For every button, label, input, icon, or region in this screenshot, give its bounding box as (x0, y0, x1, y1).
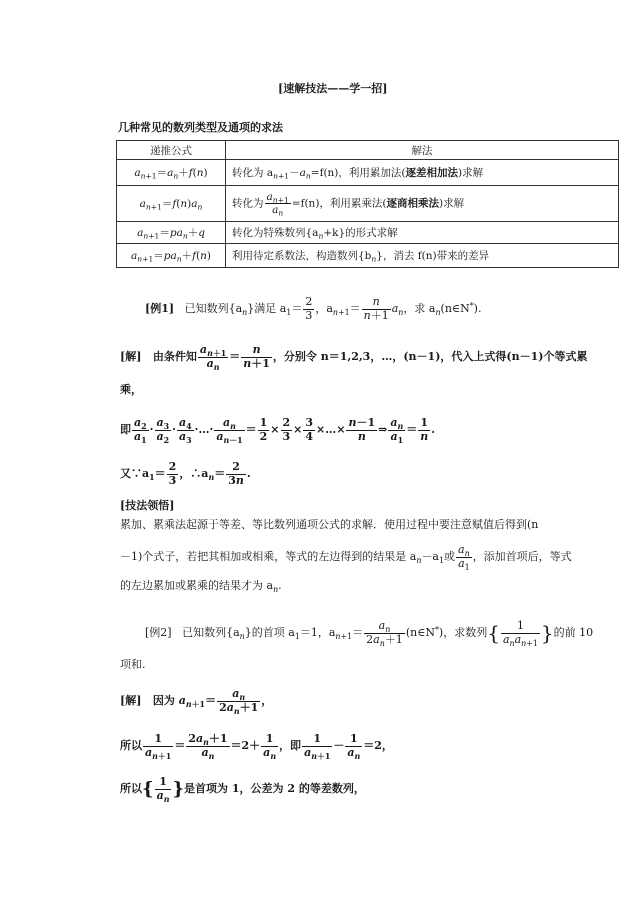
table-row (117, 186, 619, 222)
section-title: 几种常见的数列类型及通项的求法 (118, 121, 283, 134)
solution2-line2: 所以 $\frac{1}{a_{n+1}}$ ＝ $\frac{2a_n+1}{a_n}$ ＝2＋ $\frac{1}{a_n}$ ，即 $\frac{1}{a_{n+1}}$ － $\frac{1}{a_n}$ ＝2， (120, 732, 393, 761)
solution1-line2: 乘， (120, 383, 142, 396)
table-cell-method: 转化为 $\frac{a_{n+1}}{a_n}$ =f(n)，利用累乘法(逐商相乘法)求解 (226, 186, 619, 222)
tip-line2: －1)个式子，若把其相加或相乘，等式的左边得到的结果是 $a_n-a_1$或 $\frac{a_n}{a_1}$ ，添加首项后，等式 (120, 543, 572, 572)
table-cell-method: 利用待定系数法，构造数列$\{b_n\}$，消去 f(n)带来的差异 (226, 244, 619, 268)
tip-line3: 的左边累加或累乘的结果才为 $a_n$. (120, 579, 282, 594)
table-cell-formula: $a_{n+1}=pa_n+q$ (117, 222, 226, 244)
table-header-cell: 解法 (226, 141, 619, 160)
table-cell-formula: $a_{n+1}=pa_n+f(n)$ (117, 244, 226, 268)
page-header: [速解技法——学一招] (278, 82, 388, 95)
recurrence-table (116, 140, 619, 268)
table-header-cell: 递推公式 (117, 141, 226, 160)
solution1-line4: 又$\because a_1=$ $\frac{2}{3}$ ，$\therefore a_n=$ $\frac{2}{3n}$ . (120, 460, 251, 487)
table-row (117, 160, 619, 186)
tip-line1: 累加、累乘法起源于等差、等比数列通项公式的求解．使用过程中要注意赋值后得到(n (120, 518, 539, 531)
example2-line2: 项和. (120, 658, 146, 671)
table-row (117, 244, 619, 268)
table-row (117, 222, 619, 244)
table-header-row (117, 141, 619, 160)
example1-statement: [例1] 已知数列$\{a_n\}$满足 $a_1=$ $\frac{2}{3}$ ，$a_{n+1}=$ $\frac{n}{n+1}$ $a_n$，求 $a_n(n\in N^*)$. (145, 295, 482, 322)
table-cell-formula: $a_{n+1}=f(n)a_n$ (117, 186, 226, 222)
tip-title: [技法领悟] (120, 499, 175, 512)
table-cell-formula: $a_{n+1}=a_n+f(n)$ (117, 160, 226, 186)
solution1-line3: 即 $\frac{a_2}{a_1}$ · $\frac{a_3}{a_2}$ · $\frac{a_4}{a_3}$ ·…· $\frac{a_n}{a_{n-1}}$ ＝ $\frac{1}{2}$ × $\frac{2}{3}$ × $\frac{3}{4}$ ×…× $\frac{n-1}{n}$ ⇒ $\frac{a_n}{a_1}$ ＝ $\frac{1}{n}$ . (120, 416, 436, 445)
table-cell-method: 转化为特殊数列$\{a_n+k\}$的形式求解 (226, 222, 619, 244)
example2-statement: [例2] 已知数列$\{a_n\}$的首项 $a_1=1$，$a_{n+1}=$ $\frac{a_n}{2a_n+1}$ (n∈N*)，求数列{ $\frac{1}{a_na_{n+1}}$ }的前 10 (145, 619, 594, 648)
solution2-line3: 所以{ $\frac{1}{a_n}$ }是首项为 1，公差为 2 的等差数列， (120, 775, 365, 804)
table-cell-method: 转化为 $a_{n+1}-a_n=f(n)$，利用累加法(逐差相加法)求解 (226, 160, 619, 186)
solution1-line1: [解] 由条件知 $\frac{a_{n+1}}{a_n}$ ＝ $\frac{n}{n+1}$ ，分别令 n＝1,2,3，…，(n－1)，代入上式得(n－1)个等式累 (120, 343, 588, 372)
solution2-line1: [解] 因为 $a_{n+1}=$ $\frac{a_n}{2a_n+1}$ ， (120, 687, 273, 716)
